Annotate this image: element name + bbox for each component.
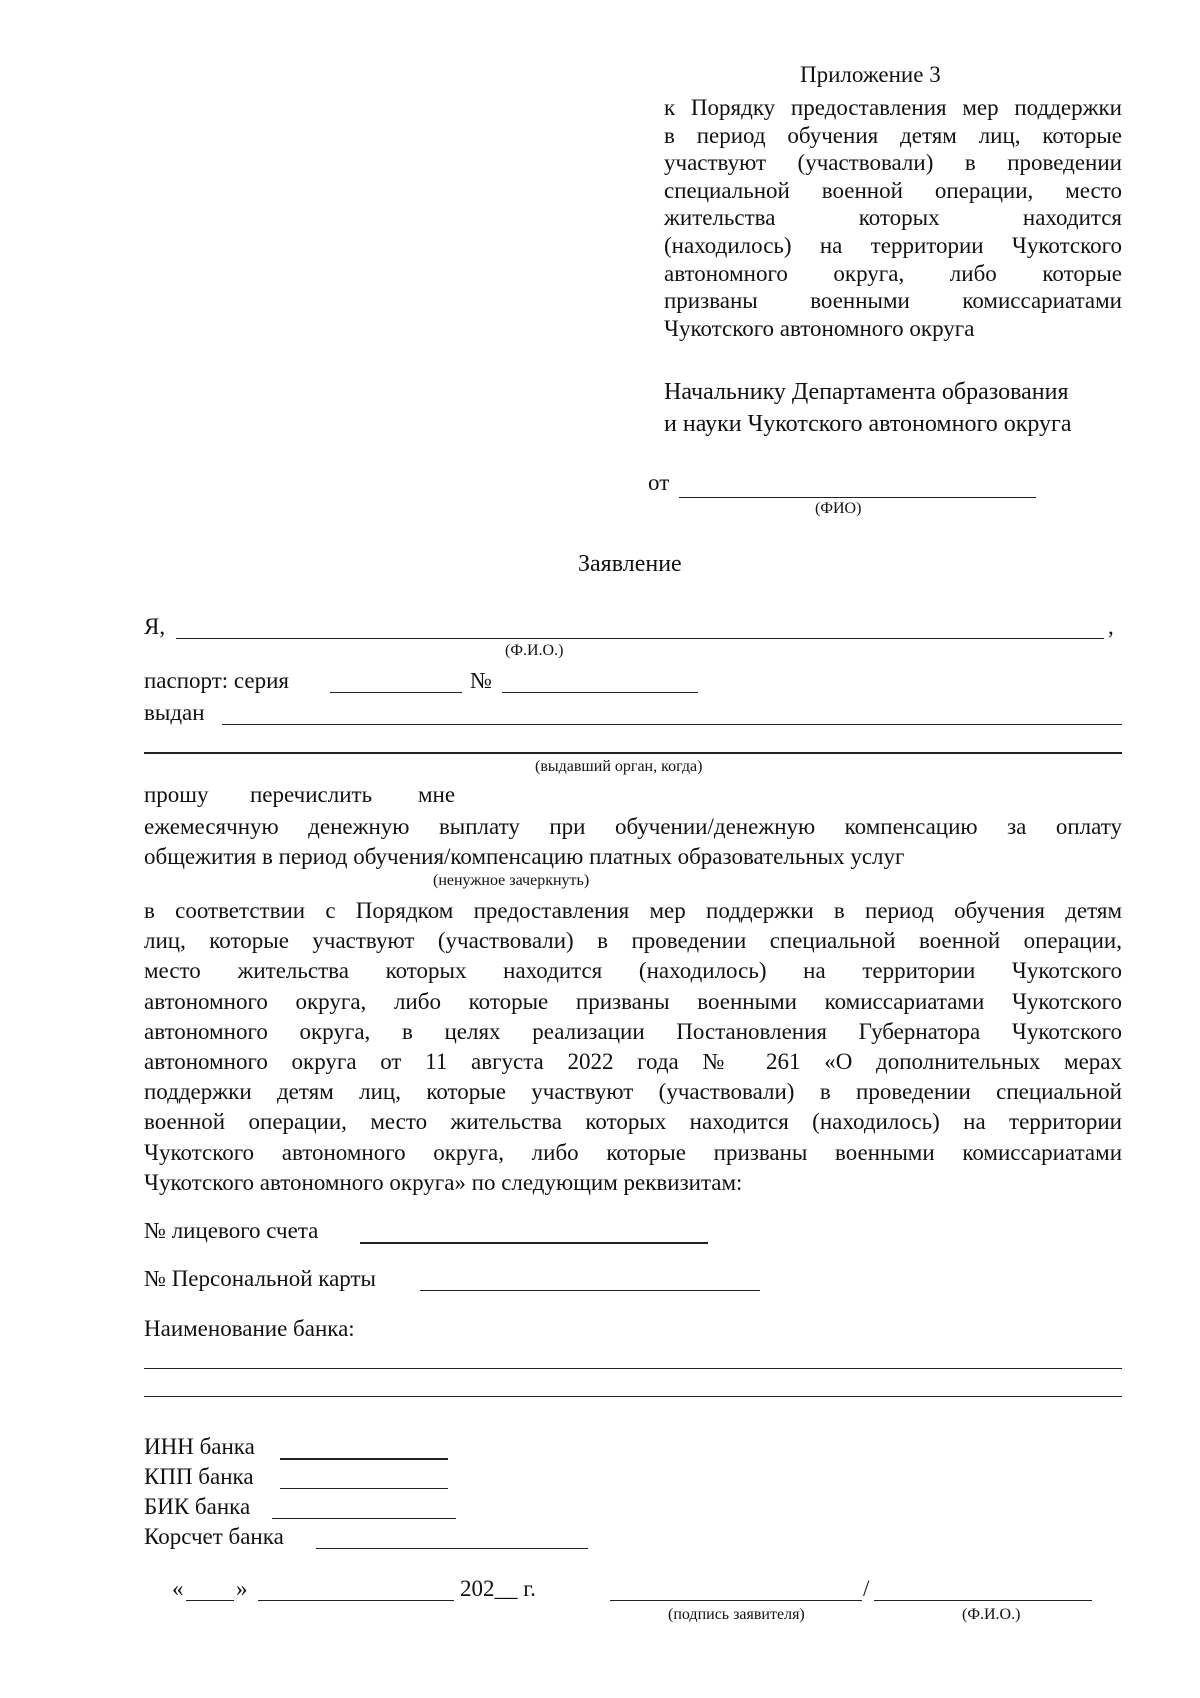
payment-options (144, 812, 1122, 872)
card-field[interactable] (420, 1290, 760, 1291)
basis-line: автономного округа, в целях реализации Постановления Губернатора Чукотского (144, 1018, 1122, 1044)
year-label: 202__ г. (460, 1576, 536, 1601)
annex-title: Приложение 3 (800, 62, 941, 87)
annex-line: призваны военными комиссариатами (664, 288, 1122, 314)
slash: / (863, 1576, 870, 1601)
legal-basis-paragraph (144, 896, 1122, 1198)
from-label: от (648, 470, 670, 495)
basis-line: место жительства которых находится (находилось) на территории Чукотского (144, 958, 1122, 984)
passport-series-field[interactable] (330, 692, 462, 693)
signature-hint: (подпись заявителя) (668, 1606, 805, 1623)
from-fio-hint: (ФИО) (815, 500, 862, 517)
from-fio-field[interactable] (679, 497, 1036, 498)
basis-line: автономного округа от 11 августа 2022 года № 261 «О дополнительных мерах (144, 1049, 1122, 1075)
annex-line: участвуют (участвовали) в проведении (664, 150, 1122, 176)
request-word: прошу (144, 782, 209, 807)
addressee-line: и науки Чукотского автономного округа (664, 411, 1072, 437)
bank-name-field-2[interactable] (144, 1396, 1122, 1397)
signature-fio-hint: (Ф.И.О.) (962, 1606, 1021, 1623)
annex-line: к Порядку предоставления мер поддержки (664, 95, 1122, 120)
issued-by-field-2[interactable] (144, 752, 1122, 754)
signature-fio-field[interactable] (874, 1600, 1092, 1601)
kpp-label: КПП банка (144, 1464, 254, 1489)
annex-line: автономного округа, либо которые (664, 260, 1122, 286)
strike-hint: (ненужное зачеркнуть) (433, 872, 590, 889)
addressee-block (664, 376, 1072, 440)
basis-line: Чукотского автономного округа, либо которые призваны военными комиссариатами (144, 1139, 1122, 1165)
basis-line: лиц, которые участвуют (участвовали) в проведении специальной военной операции, (144, 928, 1122, 954)
fio-hint: (Ф.И.О.) (505, 642, 564, 659)
basis-line: автономного округа, либо которые призваны военными комиссариатами Чукотского (144, 988, 1122, 1014)
account-field[interactable] (360, 1242, 708, 1244)
annex-line: жительства которых находится (664, 205, 1122, 231)
request-word: перечислить (250, 782, 373, 807)
annex-line: в период обучения детям лиц, которые (664, 122, 1122, 148)
month-field[interactable] (258, 1600, 454, 1601)
card-label: № Персональной карты (144, 1266, 377, 1291)
request-word: мне (418, 782, 456, 807)
annex-line: Чукотского автономного округа (664, 315, 975, 341)
annex-reference (664, 94, 1122, 342)
account-label: № лицевого счета (144, 1218, 319, 1243)
corr-field[interactable] (316, 1548, 588, 1549)
passport-series-label: паспорт: серия (144, 668, 290, 693)
passport-number-label: № (470, 668, 492, 693)
bank-name-field[interactable] (144, 1368, 1122, 1369)
inn-field[interactable] (280, 1458, 448, 1460)
issued-by-field[interactable] (222, 724, 1122, 725)
issuer-hint: (выдавший орган, когда) (535, 758, 703, 775)
passport-number-field[interactable] (502, 692, 698, 693)
i-label: Я, (144, 614, 166, 639)
inn-label: ИНН банка (144, 1434, 255, 1459)
payment-line: общежития в период обучения/компенсацию платных образовательных услуг (144, 844, 905, 869)
payment-line: ежемесячную денежную выплату при обучении/денежную компенсацию за оплату (144, 814, 1122, 839)
bik-field[interactable] (272, 1518, 456, 1519)
corr-label: Корсчет банка (144, 1524, 284, 1549)
annex-line: (находилось) на территории Чукотского (664, 232, 1122, 258)
issued-label: выдан (144, 700, 205, 725)
kpp-field[interactable] (280, 1488, 448, 1489)
basis-line: поддержки детям лиц, которые участвуют (участвовали) в проведении специальной (144, 1079, 1122, 1105)
addressee-line: Начальнику Департамента образования (664, 379, 1069, 405)
document-title: Заявление (578, 551, 682, 577)
basis-line: военной операции, место жительства которых находится (находилось) на территории (144, 1109, 1122, 1135)
comma: , (1108, 614, 1114, 639)
quote-open: « (172, 1576, 184, 1601)
applicant-fio-field[interactable] (176, 638, 1104, 639)
day-field[interactable] (186, 1600, 234, 1601)
basis-line: в соответствии с Порядком предоставления мер поддержки в период обучения детям (144, 898, 1122, 923)
bank-name-label: Наименование банка: (144, 1316, 355, 1341)
quote-close: » (236, 1576, 248, 1601)
annex-line: специальной военной операции, место (664, 177, 1122, 203)
signature-field[interactable] (610, 1600, 862, 1601)
basis-line: Чукотского автономного округа» по следующим реквизитам: (144, 1169, 743, 1195)
bik-label: БИК банка (144, 1494, 251, 1519)
